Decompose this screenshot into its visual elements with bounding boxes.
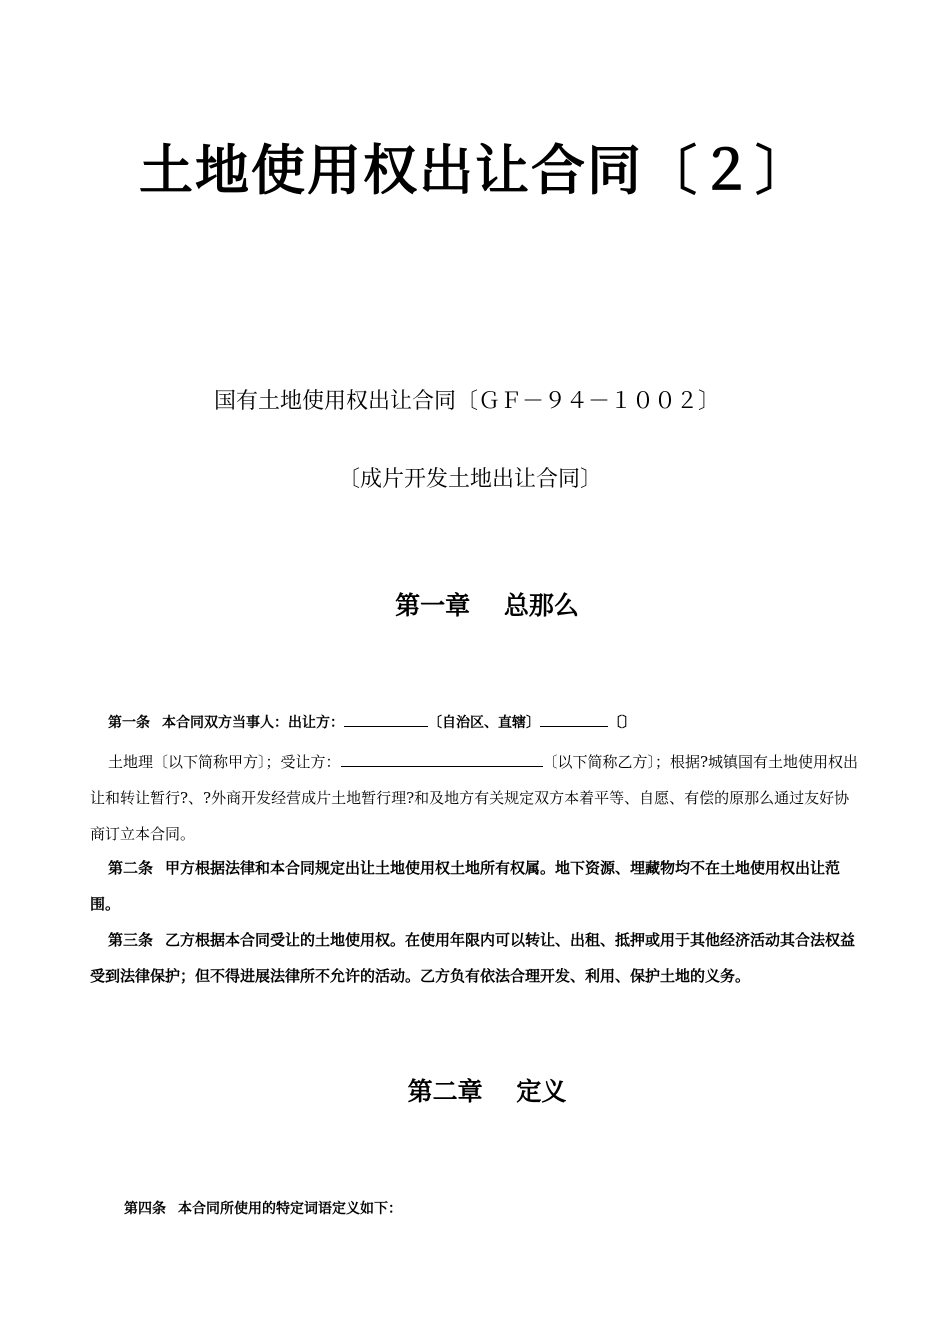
article-1-text-c: 〔〕: [608, 715, 636, 731]
contract-type-subtitle: 〔成片开发土地出让合同〕: [337, 467, 602, 492]
article-1-text-b: 〔自治区、直辖〕: [428, 715, 540, 731]
article-4-text: 本合同所使用的特定词语定义如下：: [178, 1201, 402, 1217]
article-1-label: 第一条: [108, 715, 150, 731]
blank-line: [344, 712, 428, 727]
article-1-continuation: [90, 744, 862, 852]
chapter-1-heading: 第一章 总那么: [395, 591, 579, 620]
article-1-cont-a: 土地理〔以下简称甲方〕；受让方：: [108, 753, 341, 771]
article-3-label: 第三条: [108, 931, 154, 949]
article-2: [90, 850, 862, 922]
article-3-text: 乙方根据本合同受让的土地使用权。在使用年限内可以转让、出租、抵押或用于其他经济活动其合法权益受到法律保护；但不得进展法律所不允许的活动。乙方负有依法合理开发、利用、保护土地的义务。: [90, 931, 856, 985]
chapter-2-heading: 第二章 定义: [407, 1077, 567, 1106]
blank-line: [540, 712, 608, 727]
contract-subtitle: 国有土地使用权出让合同〔ＧＦ－９４－１００２〕: [213, 389, 720, 414]
blank-line: [341, 752, 543, 767]
article-3: [90, 922, 862, 994]
article-2-text: 甲方根据法律和本合同规定出让土地使用权土地所有权属。地下资源、埋藏物均不在土地使用权出让范围。: [90, 859, 841, 913]
article-2-label: 第二条: [108, 859, 154, 877]
article-1-cont-b: 〔以下简称乙方〕；根据?城镇国有土地使用权出让和转让暂行?、?外商开发经营成片土地暂行理?和及地方有关规定双方本着平等、自愿、有偿的原那么通过友好协商订立本合同。: [90, 753, 859, 843]
article-1-text-a: 本合同双方当事人：出让方：: [162, 715, 344, 731]
document-title: 土地使用权出让合同〔２〕: [139, 139, 811, 202]
article-1-line: [90, 712, 862, 734]
article-4-label: 第四条: [124, 1201, 166, 1217]
article-4: [124, 1198, 864, 1220]
